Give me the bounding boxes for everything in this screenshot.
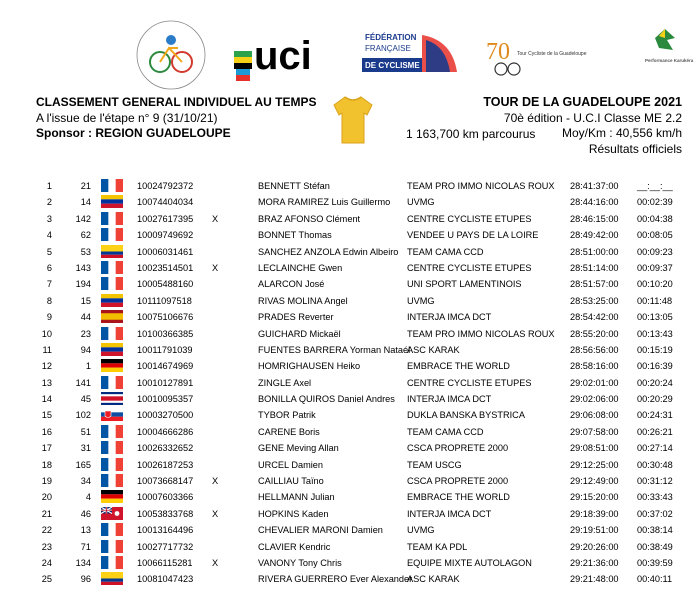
bib-number: 46 (80, 508, 91, 519)
rider-name: BONNET Thomas (258, 230, 332, 241)
team-name: EMBRACE THE WORLD (407, 361, 510, 372)
flag-ve-icon (101, 195, 123, 208)
flag-fr-icon (101, 540, 123, 553)
time-gap: 00:20:24 (637, 377, 673, 388)
table-row (0, 227, 700, 243)
time-gap: 00:09:23 (637, 246, 673, 257)
time-gap: 00:13:05 (637, 312, 673, 323)
flag-fr-icon (101, 376, 123, 389)
table-row (0, 440, 700, 456)
time-gap: 00:30:48 (637, 459, 673, 470)
total-time: 29:20:26:00 (570, 541, 619, 552)
tour-logo-text: Tour Cycliste de la Guadeloupe (517, 51, 587, 57)
bib-number: 102 (75, 410, 91, 421)
uci-id: 10073668147 (137, 476, 194, 487)
team-name: UVMG (407, 295, 435, 306)
flag-bm-icon (101, 507, 123, 520)
time-gap: 00:02:39 (637, 197, 673, 208)
logo-strip (0, 0, 700, 90)
time-gap: 00:04:38 (637, 213, 673, 224)
position: 9 (46, 312, 52, 323)
bib-number: 62 (80, 230, 91, 241)
stage-info: A l'issue de l'étape n° 9 (31/10/21) (36, 110, 218, 125)
position: 20 (41, 492, 52, 503)
position: 3 (46, 213, 52, 224)
uci-id: 10005488160 (137, 279, 194, 290)
position: 16 (41, 426, 52, 437)
bib-number: 34 (80, 476, 91, 487)
uci-id: 10010127891 (137, 377, 194, 388)
uci-id: 10026332652 (137, 443, 194, 454)
uci-id: 10081047423 (137, 574, 194, 585)
uci-id: 10075106676 (137, 312, 194, 323)
category-mark: X (212, 476, 219, 487)
uci-id: 10024792372 (137, 181, 194, 191)
position: 4 (46, 230, 52, 241)
rider-name: VANONY Tony Chris (258, 557, 342, 568)
time-gap: 00:31:12 (637, 476, 673, 487)
total-time: 28:51:57:00 (570, 279, 619, 290)
flag-fr-icon (101, 523, 123, 536)
table-row (0, 178, 700, 194)
flag-fr-icon (101, 212, 123, 225)
uci-logo-text: uci (254, 34, 312, 78)
time-gap: 00:09:37 (637, 262, 673, 273)
position: 18 (41, 459, 52, 470)
flag-ve-icon (101, 343, 123, 356)
rider-name: ALARCON José (258, 279, 325, 290)
time-gap: 00:38:14 (637, 525, 673, 536)
results-table (0, 178, 700, 588)
position: 25 (41, 574, 52, 585)
uci-id: 10004666286 (137, 426, 194, 437)
flag-cr-icon (101, 392, 123, 405)
team-name: CSCA PROPRETE 2000 (407, 476, 509, 487)
position: 8 (46, 295, 52, 306)
uci-id: 10074404034 (137, 197, 194, 208)
tour-logo (486, 33, 587, 79)
table-row (0, 276, 700, 292)
bib-number: 71 (80, 541, 91, 552)
total-time: 29:18:39:00 (570, 508, 619, 519)
team-name: CENTRE CYCLISTE ETUPES (407, 377, 532, 388)
total-time: 28:51:00:00 (570, 246, 619, 257)
position: 5 (46, 246, 52, 257)
rider-name: GENE Meving Allan (258, 443, 339, 454)
position: 12 (41, 361, 52, 372)
total-time: 29:21:48:00 (570, 574, 619, 585)
category-mark: X (212, 213, 219, 224)
flag-fr-icon (101, 261, 123, 274)
total-time: 29:21:36:00 (570, 557, 619, 568)
flag-fr-icon (101, 556, 123, 569)
bib-number: 142 (75, 213, 91, 224)
rider-name: HOPKINS Kaden (258, 508, 329, 519)
rider-name: FUENTES BARRERA Yorman Nataél (258, 344, 411, 355)
uci-id: 10026187253 (137, 459, 194, 470)
total-time: 29:02:01:00 (570, 377, 619, 388)
rider-name: PRADES Reverter (258, 312, 334, 323)
position: 22 (41, 525, 52, 536)
total-time: 29:02:06:00 (570, 394, 619, 405)
position: 24 (41, 557, 52, 568)
table-row (0, 211, 700, 227)
team-name: CENTRE CYCLISTE ETUPES (407, 213, 532, 224)
bib-number: 13 (80, 525, 91, 536)
table-row (0, 194, 700, 210)
time-gap: 00:15:19 (637, 344, 673, 355)
team-name: TEAM USCG (407, 459, 462, 470)
performance-logo (645, 26, 694, 70)
position: 13 (41, 377, 52, 388)
position: 23 (41, 541, 52, 552)
position: 2 (46, 197, 52, 208)
time-gap: 00:33:43 (637, 492, 673, 503)
table-row (0, 555, 700, 571)
bib-number: 4 (85, 492, 91, 503)
bib-number: 96 (80, 574, 91, 585)
category-mark: X (212, 557, 219, 568)
team-name: INTERJA IMCA DCT (407, 508, 492, 519)
uci-id: 10027717732 (137, 541, 194, 552)
distance: 1 163,700 km parcourus (406, 127, 536, 141)
time-gap: 00:38:49 (637, 541, 673, 552)
team-name: TEAM PRO IMMO NICOLAS ROUX (407, 181, 555, 191)
rider-name: CLAVIER Kendric (258, 541, 331, 552)
rider-name: CHEVALIER MARONI Damien (258, 525, 383, 536)
flag-ve-icon (101, 294, 123, 307)
uci-id: 10066115281 (137, 557, 193, 568)
position: 19 (41, 476, 52, 487)
total-time: 28:44:16:00 (570, 197, 619, 208)
category-mark: X (212, 508, 219, 519)
table-row (0, 489, 700, 505)
position: 14 (41, 394, 52, 405)
position: 7 (46, 279, 52, 290)
bib-number: 1 (85, 361, 91, 372)
classification-title: CLASSEMENT GENERAL INDIVIDUEL AU TEMPS (36, 95, 317, 109)
table-row (0, 473, 700, 489)
time-gap: 00:37:02 (637, 508, 673, 519)
table-row (0, 571, 700, 587)
team-name: UNI SPORT LAMENTINOIS (407, 279, 522, 290)
team-name: UVMG (407, 525, 435, 536)
time-gap: 00:26:21 (637, 426, 673, 437)
total-time: 28:41:37:00 (570, 181, 619, 191)
total-time: 28:51:14:00 (570, 262, 619, 273)
time-gap: 00:13:43 (637, 328, 673, 339)
rider-name: LECLAINCHE Gwen (258, 262, 343, 273)
uci-id: 10007603366 (137, 492, 194, 503)
bib-number: 165 (75, 459, 91, 470)
table-row (0, 407, 700, 423)
total-time: 29:15:20:00 (570, 492, 619, 503)
uci-id: 10009749692 (137, 230, 194, 241)
flag-fr-icon (101, 277, 123, 290)
flag-sk-icon (101, 408, 123, 421)
time-gap: 00:16:39 (637, 361, 673, 372)
table-row (0, 506, 700, 522)
uci-logo (232, 29, 327, 86)
federation-line1: FÉDÉRATION (365, 33, 417, 42)
time-gap: __:__:__ (637, 181, 673, 191)
rider-name: SANCHEZ ANZOLA Edwin Albeiro (258, 246, 399, 257)
uci-id: 10053833768 (137, 508, 194, 519)
team-name: ASC KARAK (407, 344, 460, 355)
table-row (0, 358, 700, 374)
federation-line3: DE CYCLISME (365, 61, 420, 70)
bib-number: 31 (80, 443, 91, 454)
position: 11 (42, 344, 52, 355)
time-gap: 00:24:31 (637, 410, 673, 421)
team-name: TEAM CAMA CCD (407, 246, 484, 257)
uci-id: 10027617395 (137, 213, 194, 224)
total-time: 28:49:42:00 (570, 230, 619, 241)
uci-id: 10013164496 (137, 525, 194, 536)
bib-number: 94 (80, 344, 91, 355)
yellow-jersey-icon (332, 95, 374, 145)
bib-number: 51 (80, 426, 91, 437)
flag-co-icon (101, 245, 123, 258)
time-gap: 00:39:59 (637, 557, 673, 568)
team-name: CENTRE CYCLISTE ETUPES (407, 262, 532, 273)
total-time: 29:12:25:00 (570, 459, 619, 470)
total-time: 29:19:51:00 (570, 525, 619, 536)
team-name: EQUIPE MIXTE AUTOLAGON (407, 557, 532, 568)
uci-id: 10111097518 (137, 295, 192, 306)
position: 10 (41, 328, 52, 339)
table-row (0, 342, 700, 358)
rider-name: CARENE Boris (258, 426, 320, 437)
total-time: 29:07:58:00 (570, 426, 619, 437)
federation-logo (362, 30, 460, 80)
table-row (0, 293, 700, 309)
total-time: 28:56:56:00 (570, 344, 619, 355)
uci-id: 10003270500 (137, 410, 194, 421)
table-row (0, 391, 700, 407)
flag-es-icon (101, 310, 123, 323)
table-row (0, 424, 700, 440)
bib-number: 14 (80, 197, 91, 208)
flag-fr-icon (101, 327, 123, 340)
tour-logo-number: 70 (486, 39, 510, 65)
time-gap: 00:27:14 (637, 443, 673, 454)
total-time: 28:53:25:00 (570, 295, 619, 306)
flag-fr-icon (101, 458, 123, 471)
rider-name: RIVERA GUERRERO Ever Alexander (258, 574, 413, 585)
federation-line2: FRANÇAISE (365, 44, 411, 53)
flag-co-icon (101, 572, 123, 585)
uci-id: 10006031461 (137, 246, 194, 257)
rider-name: TYBOR Patrik (258, 410, 316, 421)
rider-name: RIVAS MOLINA Angel (258, 295, 348, 306)
total-time: 28:46:15:00 (570, 213, 619, 224)
total-time: 28:55:20:00 (570, 328, 619, 339)
total-time: 29:08:51:00 (570, 443, 619, 454)
rider-name: ZINGLE Axel (258, 377, 312, 388)
time-gap: 00:40:11 (637, 574, 673, 585)
flag-fr-icon (101, 179, 123, 192)
time-gap: 00:08:05 (637, 230, 673, 241)
uci-id: 10100366385 (137, 328, 194, 339)
team-name: TEAM KA PDL (407, 541, 468, 552)
bib-number: 141 (75, 377, 91, 388)
rider-name: BENNETT Stéfan (258, 181, 330, 191)
table-row (0, 326, 700, 342)
flag-de-icon (101, 490, 123, 503)
time-gap: 00:20:29 (637, 394, 673, 405)
committee-logo (134, 18, 208, 92)
performance-logo-text: Performance Karukéra (645, 58, 694, 63)
table-row (0, 539, 700, 555)
table-row (0, 522, 700, 538)
team-name: INTERJA IMCA DCT (407, 312, 492, 323)
rider-name: HELLMANN Julian (258, 492, 335, 503)
rider-name: BONILLA QUIROS Daniel Andres (258, 394, 395, 405)
flag-fr-icon (101, 425, 123, 438)
flag-fr-icon (101, 441, 123, 454)
position: 1 (46, 181, 52, 191)
bib-number: 53 (80, 246, 91, 257)
edition-info: 70è édition - U.C.I Classe ME 2.2 (503, 110, 682, 125)
team-name: TEAM CAMA CCD (407, 426, 484, 437)
team-name: TEAM PRO IMMO NICOLAS ROUX (407, 328, 555, 339)
average-speed: Moy/Km : 40,556 km/h (561, 126, 682, 140)
total-time: 28:54:42:00 (570, 312, 619, 323)
bib-number: 23 (80, 328, 91, 339)
rider-name: HOMRIGHAUSEN Heiko (258, 361, 361, 372)
position: 15 (41, 410, 52, 421)
sponsor: Sponsor : REGION GUADELOUPE (36, 126, 231, 140)
time-gap: 00:10:20 (637, 279, 673, 290)
table-row (0, 244, 700, 260)
team-name: ASC KARAK (407, 574, 460, 585)
flag-de-icon (101, 359, 123, 372)
bib-number: 15 (80, 295, 91, 306)
rider-name: CAILLIAU Taïno (258, 476, 324, 487)
table-row (0, 260, 700, 276)
bib-number: 194 (75, 279, 91, 290)
rider-name: URCEL Damien (258, 459, 324, 470)
bib-number: 44 (80, 312, 91, 323)
bib-number: 45 (80, 394, 91, 405)
uci-id: 10010095357 (137, 394, 194, 405)
team-name: VENDEE U PAYS DE LA LOIRE (407, 230, 539, 241)
total-time: 29:12:49:00 (570, 476, 619, 487)
table-row (0, 309, 700, 325)
official-results: Résultats officiels (588, 141, 682, 156)
position: 21 (41, 508, 52, 519)
rider-name: MORA RAMIREZ Luis Guillermo (258, 197, 391, 208)
time-gap: 00:11:48 (637, 295, 673, 306)
team-name: DUKLA BANSKA BYSTRICA (407, 410, 525, 421)
bib-number: 21 (80, 181, 91, 191)
position: 17 (41, 443, 52, 454)
bib-number: 134 (75, 557, 91, 568)
header-left (36, 95, 316, 142)
table-row (0, 457, 700, 473)
flag-fr-icon (101, 474, 123, 487)
uci-id: 10014674969 (137, 361, 194, 372)
team-name: UVMG (407, 197, 435, 208)
team-name: INTERJA IMCA DCT (407, 394, 492, 405)
race-title: TOUR DE LA GUADELOUPE 2021 (483, 95, 682, 109)
position: 6 (46, 262, 52, 273)
uci-id: 10023514501 (137, 262, 194, 273)
team-name: EMBRACE THE WORLD (407, 492, 510, 503)
rider-name: BRAZ AFONSO Clément (258, 213, 361, 224)
uci-id: 10011791039 (137, 344, 193, 355)
total-time: 28:58:16:00 (570, 361, 619, 372)
total-time: 29:06:08:00 (570, 410, 619, 421)
rider-name: GUICHARD Mickaël (258, 328, 341, 339)
flag-fr-icon (101, 228, 123, 241)
team-name: CSCA PROPRETE 2000 (407, 443, 509, 454)
header-right (483, 95, 682, 157)
bib-number: 143 (75, 262, 91, 273)
category-mark: X (212, 262, 219, 273)
table-row (0, 375, 700, 391)
